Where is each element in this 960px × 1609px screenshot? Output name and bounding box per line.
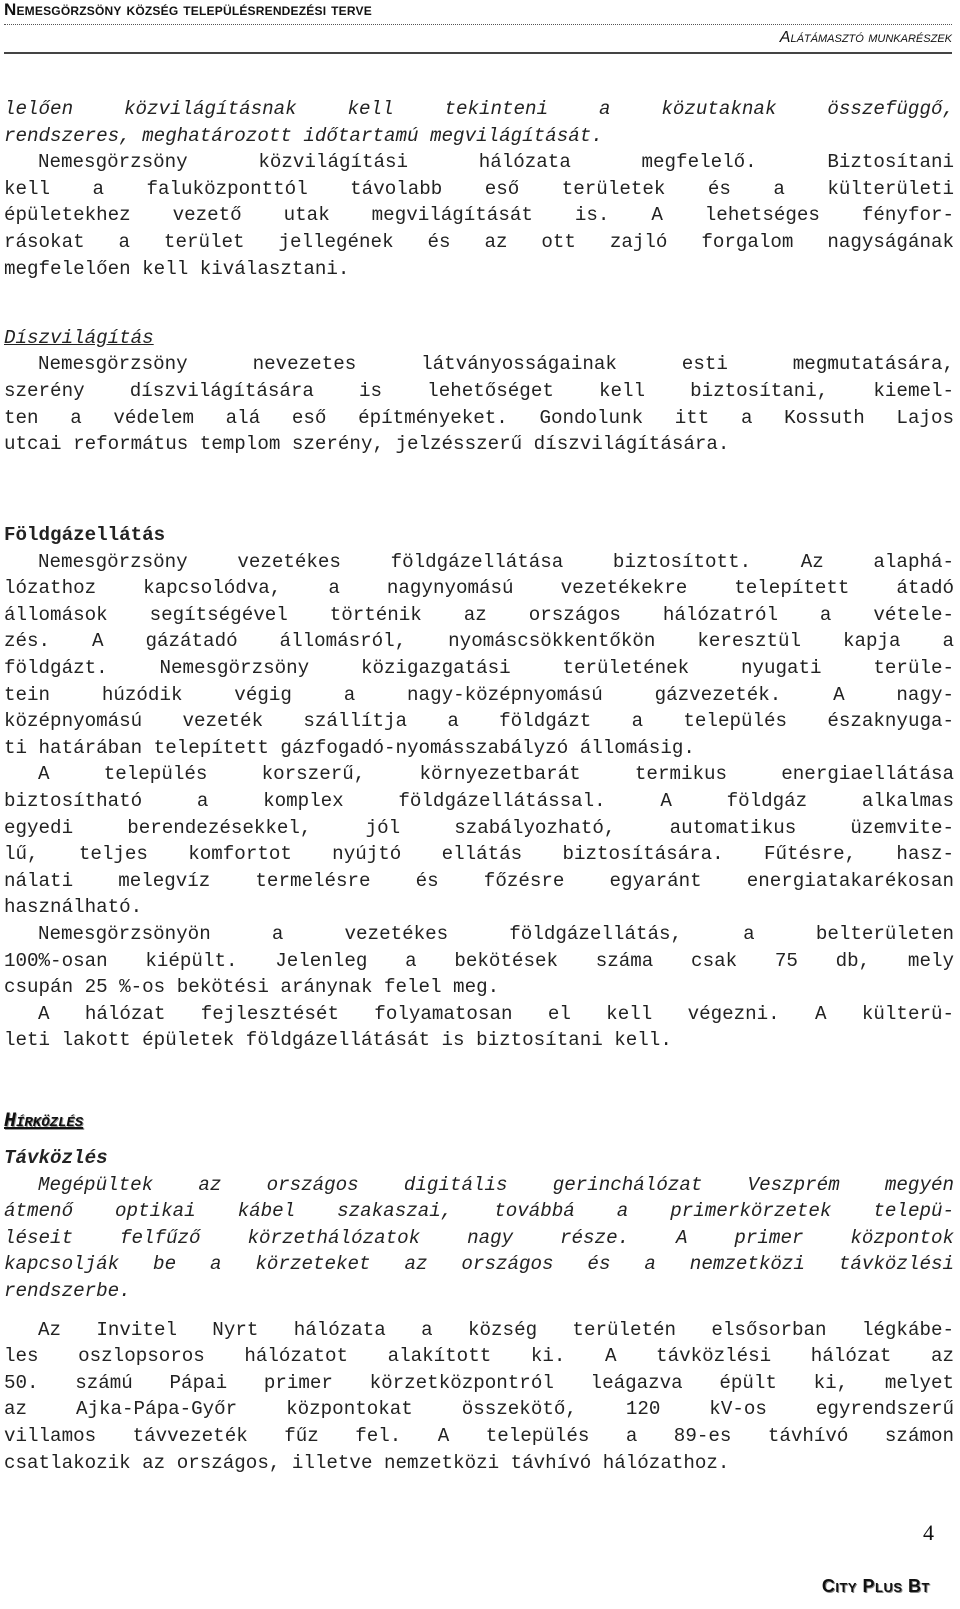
text-line: Távközlés — [4, 1147, 108, 1169]
text-line: állomások segítségével történik az országos hálózatról a vétele- — [4, 603, 954, 626]
text-line: Nemesgörzsöny nevezetes látványosságainak esti megmutatására, — [38, 353, 954, 376]
text-line: lelően közvilágításnak kell tekinteni a közutaknak összefüggő, — [4, 98, 954, 120]
text-line: átmenő optikai kábel szakaszai, továbbá a primerkörzetek telepü- — [4, 1200, 954, 1223]
page-number: 4 — [923, 1520, 934, 1545]
text-line: rendszeres, meghatározott időtartamú megvilágítását. — [4, 124, 603, 147]
text-line: villamos távvezeték fűz fel. A település a 89-es távhívó számon — [4, 1425, 954, 1447]
text-line: les oszlopsoros hálózatot alakított ki. A távközlési hálózat az — [4, 1345, 954, 1368]
text-line: nálati melegvíz termelésre és főzésre egyaránt energiatakarékosan — [4, 869, 954, 892]
text-line: biztosítható a komplex földgázellátással. A földgáz alkalmas — [4, 790, 954, 812]
footer-company: City Plus Bt — [821, 1576, 930, 1596]
text-line: rendszerbe. — [4, 1280, 131, 1302]
text-line: zés. A gázátadó állomásról, nyomáscsökkentőkön keresztül kapja a — [4, 630, 954, 653]
text-line: középnyomású vezeték szállítja a földgázt a település északnyuga- — [4, 710, 954, 733]
document-title: Nemesgörzsöny község településrendezési terve — [4, 0, 372, 19]
text-line: Díszvilágítás — [4, 326, 154, 349]
text-line: Földgázellátás — [4, 524, 166, 546]
text-line: léseit felfűző körzethálózatok nagy része. A primer központok — [4, 1226, 954, 1249]
section-heading: Hírközlés — [4, 1110, 84, 1133]
text-line: A hálózat fejlesztését folyamatosan el kell végezni. A külterü- — [38, 1002, 954, 1025]
text-line: az Ajka-Pápa-Győr központokat összekötő, 120 kV-os egyrendszerű — [4, 1398, 954, 1421]
text-line: 50. számú Pápai primer körzetközpontról leágazva épült ki, melyet — [4, 1371, 954, 1394]
document-subtitle: Alátámasztó munkarészek — [779, 29, 952, 46]
text-line: leti lakott épületek földgázellátását is biztosítani kell. — [4, 1029, 672, 1052]
text-line: ti határában telepített gázfogadó-nyomásszabályzó állomásig. — [4, 736, 695, 759]
text-line: ten a védelem alá eső építményeket. Gondolunk itt a Kossuth Lajos — [4, 406, 954, 429]
text-line: kapcsolják be a körzeteket az országos és a nemzetközi távközlési — [4, 1253, 954, 1276]
text-line: megfelelően kell kiválasztani. — [4, 257, 350, 280]
text-line: Az Invitel Nyrt hálózata a község területén elsősorban légkábe- — [38, 1318, 954, 1341]
text-line: egyedi berendezésekkel, jól szabályozható, automatikus üzemvite- — [4, 816, 954, 839]
text-line: lű, teljes komfortot nyújtó ellátás biztosítására. Fűtésre, hasz- — [4, 843, 954, 866]
text-line: földgázt. Nemesgörzsöny közigazgatási területének nyugati terüle- — [4, 657, 954, 679]
text-line: A település korszerű, környezetbarát termikus energiaellátása — [38, 763, 954, 786]
text-line: használható. — [4, 896, 143, 919]
text-line: kell a faluközponttól távolabb eső területek és a külterületi — [4, 177, 954, 200]
text-line: épületekhez vezető utak megvilágítását is. A lehetséges fényfor- — [4, 204, 954, 227]
text-line: szerény díszvilágítására is lehetőséget kell biztosítani, kiemel- — [4, 380, 954, 402]
text-line: Megépültek az országos digitális gerinchálózat Veszprém megyén — [38, 1173, 954, 1196]
text-line: rásokat a terület jellegének és az ott zajló forgalom nagyságának — [4, 231, 954, 253]
text-line — [4, 484, 954, 511]
text-line: Nemesgörzsönyön a vezetékes földgázellátás, a belterületen — [38, 923, 954, 945]
text-line: csatlakozik az országos, illetve nemzetközi távhívó hálózathoz. — [4, 1451, 730, 1474]
header-rule-dotted — [4, 24, 952, 25]
text-line: csupán 25 %-os bekötési aránynak felel meg. — [4, 976, 500, 999]
text-line: tein húzódik végig a nagy-középnyomású gázvezeték. A nagy- — [4, 683, 954, 706]
text-line: Nemesgörzsöny közvilágítási hálózata megfelelő. Biztosítani — [38, 151, 954, 174]
text-line — [4, 458, 954, 485]
text-line: lózathoz kapcsolódva, a nagynyomású vezetékekre telepített átadó — [4, 577, 954, 600]
text-line: utcai református templom szerény, jelzésszerű díszvilágítására. — [4, 433, 730, 456]
header-rule — [4, 52, 952, 54]
text-line: 100%-osan kiépült. Jelenleg a bekötések száma csak 75 db, mely — [4, 949, 954, 972]
text-line — [4, 282, 954, 309]
text-line: Nemesgörzsöny vezetékes földgázellátása biztosított. Az alaphá- — [38, 550, 954, 573]
